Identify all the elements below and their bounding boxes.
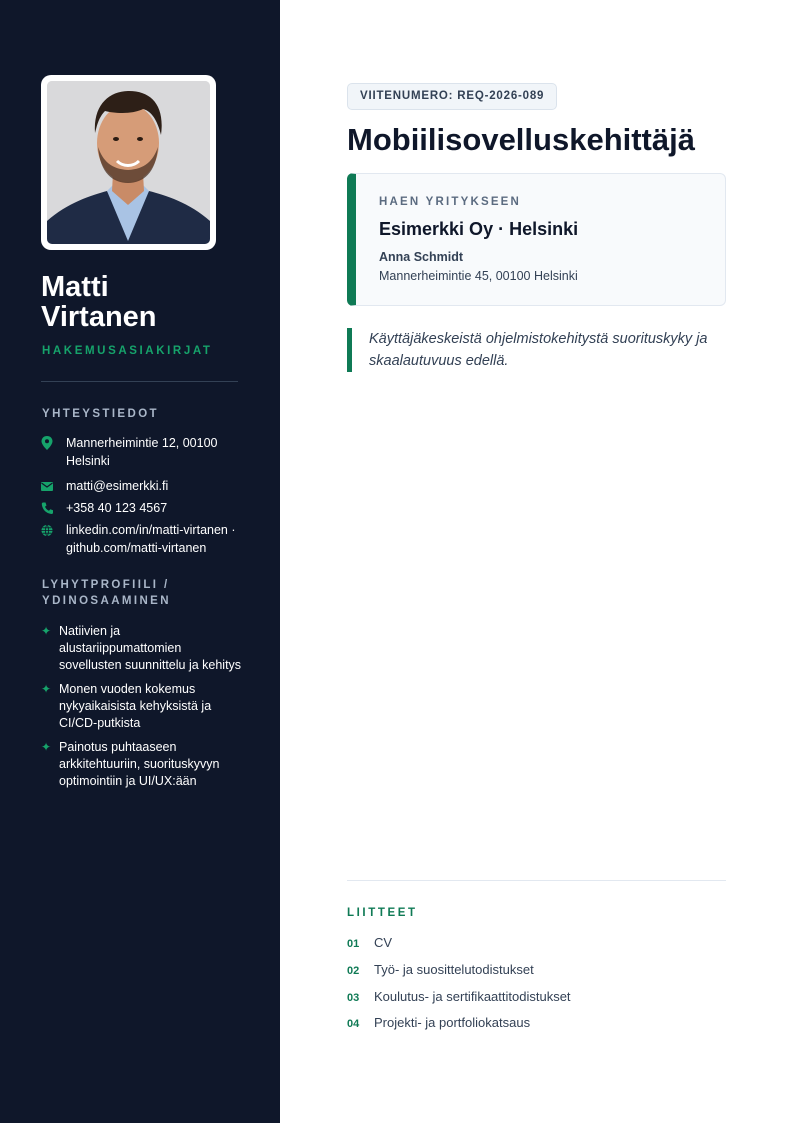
contact-phone[interactable] [41, 499, 251, 517]
sparkle-icon: ✦ [41, 740, 52, 754]
skill-text: Painotus puhtaaseen arkkitehtuuriin, suorituskyvyn optimointiin ja UI/UX:ään [59, 740, 220, 788]
last-name: Virtanen [41, 301, 157, 333]
skill-text: Monen vuoden kokemus nykyaikaisista kehyksistä ja CI/CD-putkista [59, 682, 212, 730]
company-card [347, 173, 726, 306]
skill-item [41, 623, 251, 674]
first-name: Matti [41, 271, 109, 303]
attachment-number: 03 [347, 992, 360, 1004]
company-address: Mannerheimintie 45, 00100 Helsinki [379, 269, 578, 283]
sparkle-icon: ✦ [41, 682, 52, 696]
contact-person: Anna Schmidt [379, 250, 464, 264]
attachment-number: 02 [347, 965, 360, 977]
contact-phone-text[interactable]: +358 40 123 4567 [66, 501, 168, 515]
globe-icon [41, 523, 53, 537]
attachment-label: Projekti- ja portfoliokatsaus [374, 1015, 531, 1030]
contact-web-text[interactable]: linkedin.com/in/matti-virtanen · github.com/matti-virtanen [66, 523, 236, 555]
profile-photo [47, 81, 210, 244]
attachments-heading: LIITTEET [347, 907, 418, 919]
document-subtitle: HAKEMUSASIAKIRJAT [42, 345, 213, 357]
applicant-name [41, 272, 261, 332]
attachment-item [347, 1015, 726, 1030]
mail-icon [41, 479, 53, 493]
skill-item [41, 681, 251, 732]
attachment-item [347, 989, 726, 1004]
attachment-label: Koulutus- ja sertifikaattitodistukset [374, 989, 571, 1004]
attachment-number: 01 [347, 938, 360, 950]
map-pin-icon [41, 436, 53, 450]
profile-photo-frame [41, 75, 216, 250]
contact-address [41, 434, 251, 470]
company-name: Esimerkki Oy · Helsinki [379, 219, 579, 239]
skill-item [41, 739, 251, 790]
reference-badge: VIITENUMERO: REQ-2026-089 [347, 83, 557, 110]
sparkle-icon: ✦ [41, 624, 52, 638]
attachment-label: Työ- ja suosittelutodistukset [374, 962, 534, 977]
sidebar-divider [41, 381, 238, 382]
contact-email-text[interactable]: matti@esimerkki.fi [66, 479, 169, 493]
sidebar [0, 0, 280, 1123]
contact-web[interactable] [41, 521, 251, 557]
tagline-quote: Käyttäjäkeskeistä ohjelmistokehitystä suorituskyky ja skaalautuvuus edellä. [347, 328, 726, 372]
attachments-divider [347, 880, 726, 881]
attachment-label: CV [374, 935, 393, 950]
attachment-number: 04 [347, 1018, 360, 1030]
profile-heading: LYHYTPROFIILI / YDINOSAAMINEN [42, 579, 171, 607]
contact-address-text: Mannerheimintie 12, 00100 Helsinki [66, 436, 218, 468]
attachment-item [347, 962, 726, 977]
phone-icon [41, 501, 53, 515]
contact-email[interactable] [41, 477, 251, 495]
job-title: Mobiilisovelluskehittäjä [347, 122, 695, 157]
attachment-item [347, 935, 726, 950]
company-card-label: HAEN YRITYKSEEN [379, 196, 522, 208]
skill-text: Natiivien ja alustariippumattomien sovellusten suunnittelu ja kehitys [59, 624, 242, 672]
contact-heading: YHTEYSTIEDOT [42, 408, 159, 420]
